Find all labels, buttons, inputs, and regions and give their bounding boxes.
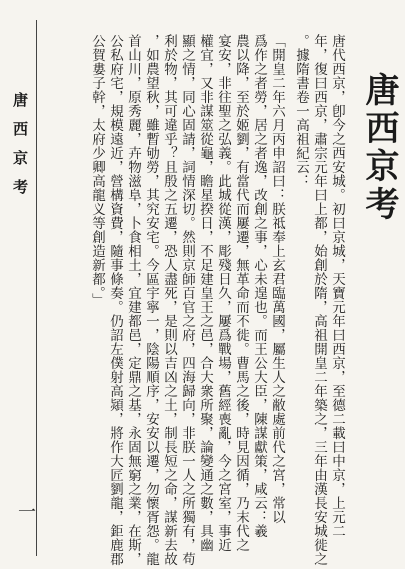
text-column-4: 「開皇二年六月丙申詔曰：朕祗奉上玄君臨萬國，屬生人之敝處前代之宮，常以 <box>269 34 285 524</box>
text-column-6: 農以降，至於姬劉，有當代而屢遷，無革命而不徙。曹馬之後，時見因循，乃末代之 <box>233 34 249 552</box>
text-column-14: 公賀婁子幹，太府少卿高龍义等創造新都。」 <box>89 34 105 308</box>
text-column-11: ，如農望秋，雖暫劬勞，其究安宅。今區宇寧一，陰陽順序，安安以遷，勿懷胥怨。龍 <box>143 34 159 566</box>
text-column-7: 宴安，非往聖之弘義。此城從漢，彫殘日久，屢爲戰場，舊經喪亂，今之宮室，事近 <box>215 34 231 552</box>
margin-rule <box>36 20 37 556</box>
text-column-10: 利於物，其可違乎？且殷之五遷，恐人盡死，是則以吉凶之土，制長短之命，謀新去故 <box>161 34 177 566</box>
text-column-5: 爲作之者勞，居之者逸，改創之事，心未遑也。而王公大臣，陳謀獻策，咸云：羲 <box>251 34 267 538</box>
page-title: 唐西京考 <box>359 72 399 224</box>
running-head: 唐西京考 <box>11 92 29 208</box>
text-column-12: 首山川，原秀麗，卉物滋阜，卜食相土，宜建都邑，定鼎之基，永固無窮之業，在斯， <box>125 34 141 566</box>
text-column-3: 。據隋書卷一高祖紀云： <box>293 34 309 188</box>
text-column-1: 唐代西京，卽今之西安城。初曰京城，天寶元年曰西京，至德二載曰中京，上元二 <box>329 34 345 538</box>
text-column-13: 公私府宅，規模遠近，營構資費，隨事條奏。仍詔左僕射高熲，將作大匠劉龍，鉅鹿郡 <box>107 34 123 566</box>
text-column-8: 權宜，又非謀筮從龜，瞻星揆日，不足建皇王之邑，合大衆所聚，論變通之數，具幽 <box>197 34 213 552</box>
text-column-2: 年，復曰西京，肅宗元年曰上都，始創於隋，高祖開皇二年築之，三年由漢長安城徙之 <box>311 34 327 566</box>
page-number: 一 <box>15 502 36 520</box>
text-column-9: 顯之情，同心固請，詞情深切。然則京師百官之府，四海歸向，非朕一人之所獨有，苟 <box>179 34 195 566</box>
